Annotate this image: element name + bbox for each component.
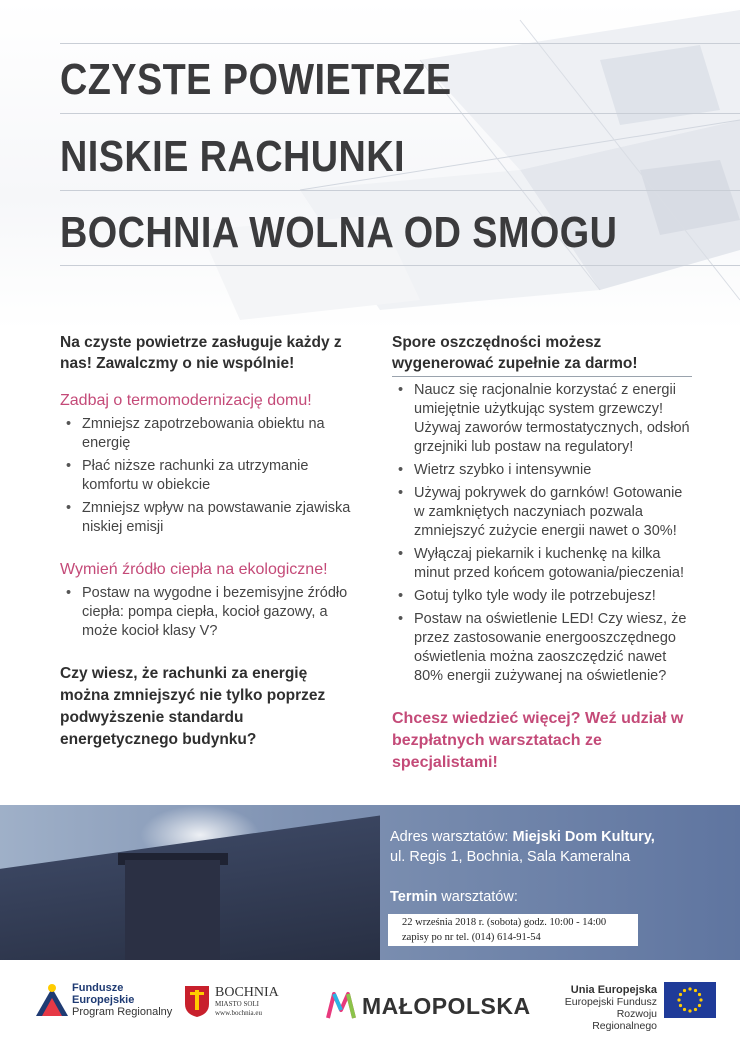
list-item: • Zmniejsz wpływ na powstawanie zjawiska niskiej emisji: [82, 499, 360, 537]
workshop-date-box: [388, 914, 638, 946]
bochnia-text: [215, 986, 279, 1017]
title-line-2: NISKIE RACHUNKI: [60, 132, 405, 181]
bochnia-crest-icon: [183, 984, 211, 1018]
bochnia-name: BOCHNIA: [215, 985, 279, 1000]
workshop-date: 22 września 2018 r. (sobota) godz. 10:00 - 14:00: [402, 917, 607, 928]
savings-tips-list: [392, 381, 692, 686]
term-label-bold: Termin: [390, 889, 438, 905]
section-title-thermomodernization: Zadbaj o termomodernizację domu!: [60, 392, 312, 409]
malopolska-text: MAŁOPOLSKA: [362, 993, 531, 1019]
footer-logos: [0, 960, 740, 1047]
right-column: [392, 332, 692, 790]
fe-line-1: Fundusze: [72, 982, 124, 994]
chimney-graphic: [125, 860, 220, 960]
eu-line-2: Europejski Fundusz: [564, 996, 657, 1008]
list-item: • Wietrz szybko i intensywnie: [414, 461, 692, 480]
term-label-rest: warsztatów:: [437, 889, 518, 905]
eu-flag-icon: [664, 982, 716, 1018]
fundusze-europejskie-text: [72, 982, 172, 1018]
title-line-1: CZYSTE POWIETRZE: [60, 55, 452, 104]
title-rule: [60, 190, 740, 191]
thermomodernization-list: [60, 415, 360, 537]
list-item: • Gotuj tylko tyle wody ile potrzebujesz!: [414, 587, 692, 606]
title-rule: [60, 265, 740, 266]
section-title-heat-source: Wymień źródło ciepła na ekologiczne!: [60, 561, 328, 578]
address-label: Adres warsztatów:: [390, 829, 513, 845]
title-rule: [60, 113, 740, 114]
list-item: • Używaj pokrywek do garnków! Gotowanie w zamkniętych naczyniach pozwala zmniejszyć zużycie energii nawet o 30%!: [414, 484, 692, 541]
fe-line-3: Program Regionalny: [72, 1006, 173, 1018]
list-item: • Postaw na wygodne i bezemisyjne źródło ciepła: pompa ciepła, kocioł gazowy, a może kocioł klasy V?: [82, 584, 360, 641]
list-item: • Zmniejsz zapotrzebowania obiektu na energię: [82, 415, 360, 453]
workshop-address-line: [390, 827, 655, 847]
workshop-cta: Chcesz wiedzieć więcej? Weź udział w bezpłatnych warsztatach ze specjalistami!: [392, 710, 684, 771]
heat-source-list: [60, 584, 360, 641]
eu-text: [557, 984, 657, 1032]
title-rule: [60, 43, 740, 44]
list-item: • Płać niższe rachunki za utrzymanie komfortu w obiekcie: [82, 457, 360, 495]
address-place: Miejski Dom Kultury,: [512, 829, 655, 845]
title-line-3: BOCHNIA WOLNA OD SMOGU: [60, 208, 618, 257]
right-lead: Spore oszczędności możesz wygenerować zupełnie za darmo!: [392, 332, 692, 377]
list-item: • Postaw na oświetlenie LED! Czy wiesz, że przez zastosowanie energooszczędnego oświetlenia można zaoszczędzić nawet 80% energii zużywanej na oświetlenie?: [414, 610, 692, 686]
malopolska-logo-icon: [325, 990, 357, 1020]
left-column: [60, 332, 360, 767]
energy-question: Czy wiesz, że rachunki za energię można zmniejszyć nie tylko poprzez podwyższenie standardu energetycznego budynku?: [60, 665, 326, 748]
bochnia-sub: MIASTO SOLI: [215, 1000, 260, 1008]
workshop-street: ul. Regis 1, Bochnia, Sala Kameralna: [390, 849, 631, 865]
list-item: • Naucz się racjonalnie korzystać z energii umiejętnie użytkując system grzewczy! Używaj zaworów termostatycznych, odsłoń grzejniki lub postaw na regulatory!: [414, 381, 692, 457]
fundusze-europejskie-logo-icon: [36, 980, 68, 1016]
eu-line-1: Unia Europejska: [570, 984, 657, 996]
workshop-phone: zapisy po nr tel. (014) 614-91-54: [402, 932, 541, 943]
left-lead: Na czyste powietrze zasługuje każdy z nas! Zawalczmy o nie wspólnie!: [60, 334, 342, 372]
bochnia-url: www.bochnia.eu: [215, 1009, 262, 1017]
eu-line-3: Rozwoju Regionalnego: [592, 1008, 657, 1032]
fe-line-2: Europejskie: [72, 994, 135, 1006]
list-item: • Wyłączaj piekarnik i kuchenkę na kilka minut przed końcem gotowania/pieczenia!: [414, 545, 692, 583]
workshop-term-label: [390, 887, 518, 907]
